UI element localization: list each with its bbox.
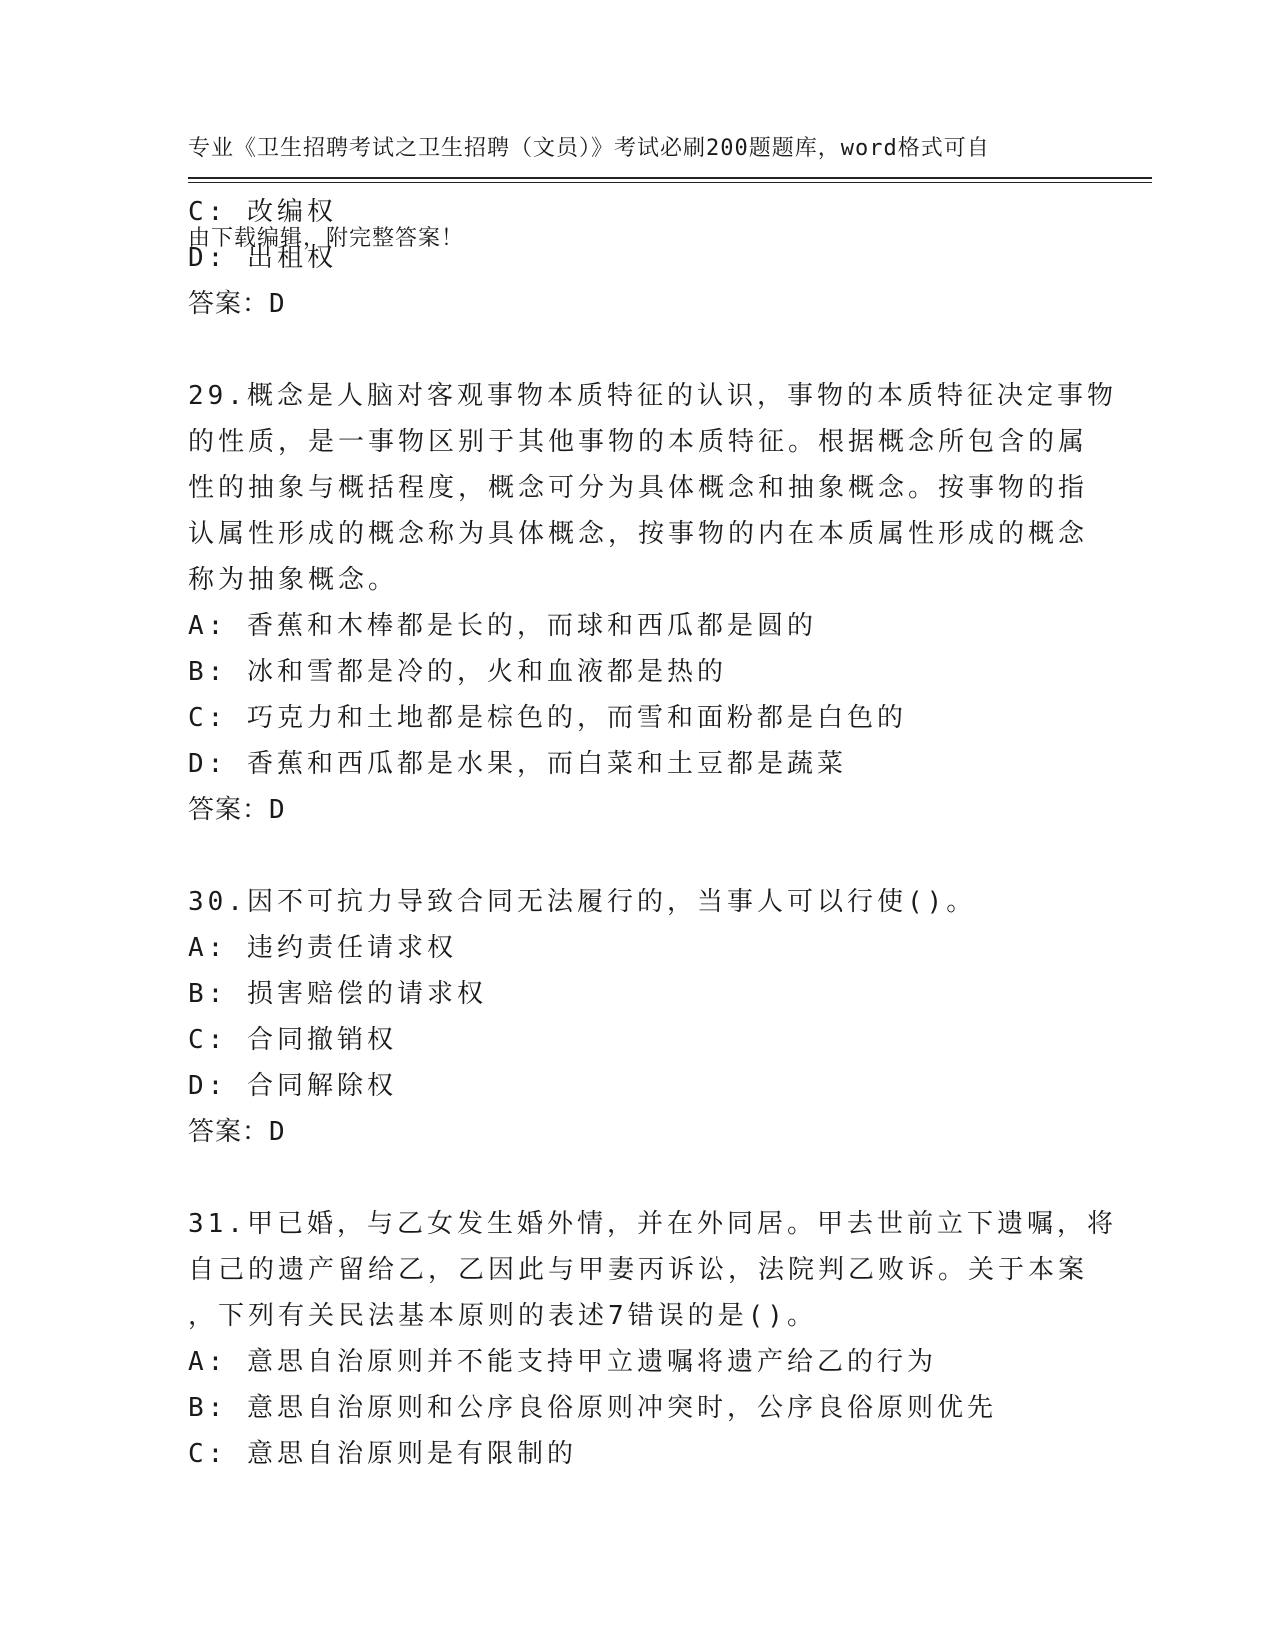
header-title-line-1: 专业《卫生招聘考试之卫生招聘（文员）》考试必刷200题题库，word格式可自 xyxy=(188,136,990,161)
question-29-stem-line-5: 称为抽象概念。 xyxy=(188,565,399,595)
question-31 xyxy=(188,1201,1117,1477)
question-29-stem-line-1: 29.概念是人脑对客观事物本质特征的认识，事物的本质特征决定事物 xyxy=(188,381,1117,411)
option-a: A: 香蕉和木棒都是长的，而球和西瓜都是圆的 xyxy=(188,611,817,641)
answer-line: 答案：D xyxy=(188,1117,286,1147)
option-a: A: 意思自治原则并不能支持甲立遗嘱将遗产给乙的行为 xyxy=(188,1347,937,1377)
option-c: C: 合同撤销权 xyxy=(188,1025,397,1055)
option-c: C: 意思自治原则是有限制的 xyxy=(188,1439,577,1469)
option-c: C: 改编权 xyxy=(188,197,337,227)
question-29 xyxy=(188,373,1117,833)
question-29-stem-line-3: 性的抽象与概括程度，概念可分为具体概念和抽象概念。按事物的指 xyxy=(188,473,1089,503)
question-30-stem-line-1: 30.因不可抗力导致合同无法履行的，当事人可以行使()。 xyxy=(188,887,977,917)
spacer xyxy=(188,1155,1108,1201)
option-a: A: 违约责任请求权 xyxy=(188,933,457,963)
answer-line: 答案：D xyxy=(188,289,286,319)
option-b: B: 损害赔偿的请求权 xyxy=(188,979,487,1009)
question-31-stem-line-3: ，下列有关民法基本原则的表述7错误的是()。 xyxy=(188,1301,817,1331)
option-b: B: 冰和雪都是冷的，火和血液都是热的 xyxy=(188,657,727,687)
spacer xyxy=(188,327,1108,373)
answer-line: 答案：D xyxy=(188,795,286,825)
option-d: D: 出租权 xyxy=(188,243,337,273)
document-body xyxy=(188,189,1117,1477)
question-30 xyxy=(188,879,1108,1155)
question-31-stem-line-1: 31.甲已婚，与乙女发生婚外情，并在外同居。甲去世前立下遗嘱，将 xyxy=(188,1209,1117,1239)
question-29-stem-line-4: 认属性形成的概念称为具体概念，按事物的内在本质属性形成的概念 xyxy=(188,519,1089,549)
option-d: D: 合同解除权 xyxy=(188,1071,397,1101)
question-29-stem-line-2: 的性质，是一事物区别于其他事物的本质特征。根据概念所包含的属 xyxy=(188,427,1089,457)
header-divider-thick xyxy=(188,177,1152,179)
option-d: D: 香蕉和西瓜都是水果，而白菜和土豆都是蔬菜 xyxy=(188,749,847,779)
header-divider-thin xyxy=(188,182,1152,183)
question-28-tail xyxy=(188,189,1108,327)
option-b: B: 意思自治原则和公序良俗原则冲突时，公序良俗原则优先 xyxy=(188,1393,997,1423)
question-31-stem-line-2: 自己的遗产留给乙，乙因此与甲妻丙诉讼，法院判乙败诉。关于本案 xyxy=(188,1255,1089,1285)
header-title-line-2: 由下载编辑，附完整答案！ xyxy=(188,226,465,251)
option-c: C: 巧克力和土地都是棕色的，而雪和面粉都是白色的 xyxy=(188,703,907,733)
spacer xyxy=(188,833,1108,879)
